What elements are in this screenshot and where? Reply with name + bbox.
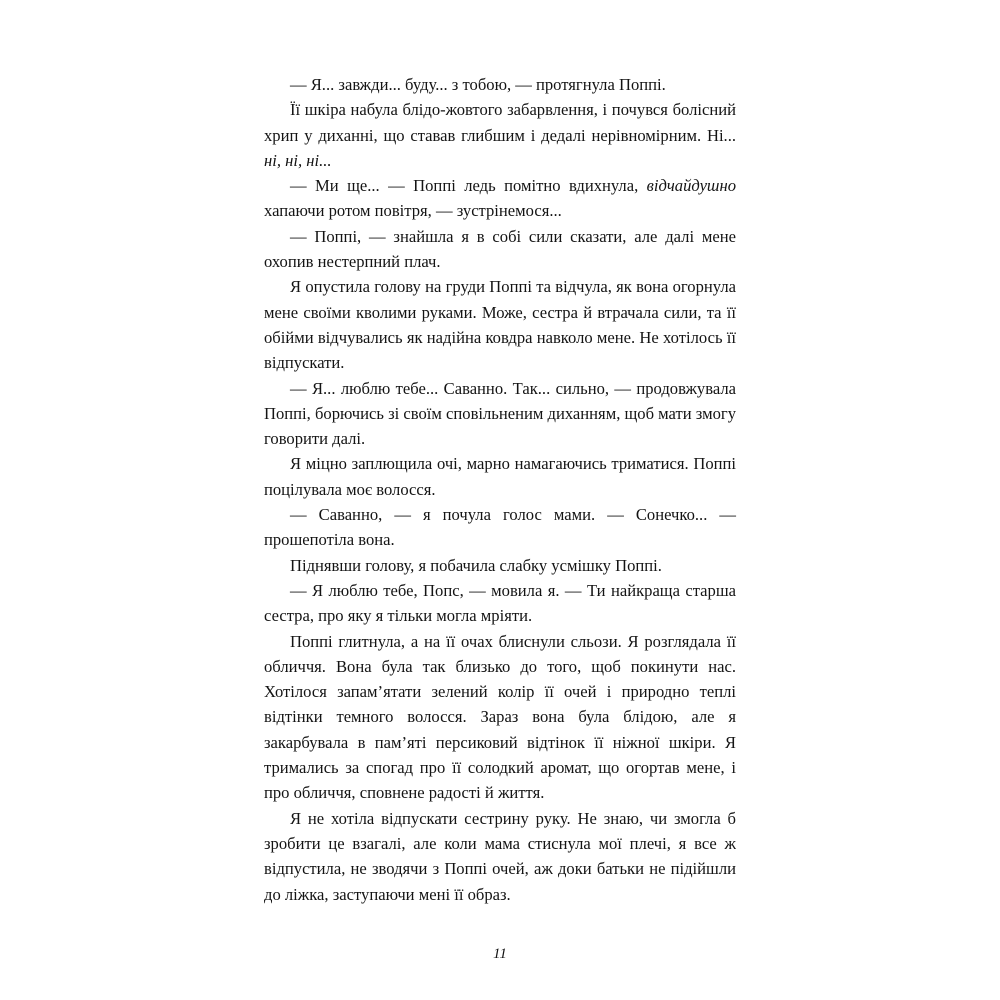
body-text: — Ми ще... — Поппі ледь помітно вдихнула, (290, 176, 647, 196)
paragraph (264, 97, 736, 173)
paragraph (264, 806, 736, 907)
paragraph (264, 629, 736, 806)
body-text: Я не хотіла відпускати сестрину руку. Не знаю, чи змогла б зробити це взагалі, але коли мама стиснула мої плечі, я все ж відпустила, не зводячи з Поппі очей, аж доки батьки не підійшли до ліжка, заступаючи мені її образ. (264, 808, 736, 904)
body-text: — Саванно, — я почула голос мами. — Сонечко... — прошепотіла вона. (264, 505, 736, 550)
body-text: Я міцно заплющила очі, марно намагаючись триматися. Поппі поцілувала моє волосся. (264, 454, 736, 499)
paragraph (264, 376, 736, 452)
emphasis-text: відчайдушно (646, 176, 736, 196)
paragraph (264, 224, 736, 275)
body-text: — Я... люблю тебе... Саванно. Так... сильно, — продовжувала Поппі, борючись зі своїм сповільненим диханням, щоб мати змогу говорити далі. (264, 378, 736, 449)
body-text: хапаючи ротом повітря, — зустрінемося... (264, 201, 562, 221)
body-text-column (264, 72, 736, 907)
paragraph (264, 578, 736, 629)
body-text: Піднявши голову, я побачила слабку усмішку Поппі. (290, 555, 662, 575)
paragraph (264, 173, 736, 224)
body-text: Я опустила голову на груди Поппі та відчула, як вона огорнула мене своїми кволими руками. Може, сестра й втрачала сили, та її обійми відчувались як надійна ковдра навколо мене. Не хотілось її відпускати. (264, 277, 736, 373)
body-text: — Поппі, — знайшла я в собі сили сказати, але далі мене охопив нестерпний плач. (264, 226, 736, 272)
emphasis-text: ні, ні, ні... (264, 150, 332, 170)
paragraph (264, 553, 736, 578)
paragraph (264, 502, 736, 553)
body-text: Її шкіра набула блідо-жовтого забарвлення, і почувся болісний хрип у диханні, що ставав глибшим і дедалі нерівномірним. Ні... (264, 100, 736, 145)
body-text: Поппі глитнула, а на її очах блиснули сльози. Я розглядала її обличчя. Вона була так близько до того, щоб покинути нас. Хотілося запам’ятати зелений колір її очей і природно теплі відтінки темного волосся. Зараз вона була блідою, але я закарбувала в пам’яті персиковий відтінок її ніжної шкіри. Я тримались за спогад про її солодкий аромат, що огортав мене, і про обличчя, сповнене радості й життя. (264, 631, 736, 803)
paragraph (264, 451, 736, 502)
page-number: 11 (493, 946, 507, 962)
body-text: — Я люблю тебе, Попс, — мовила я. — Ти найкраща старша сестра, про яку я тільки могла мріяти. (264, 580, 736, 626)
paragraph (264, 72, 736, 97)
body-text: — Я... завжди... буду... з тобою, — протягнула Поппі. (290, 75, 666, 94)
paragraph (264, 274, 736, 375)
